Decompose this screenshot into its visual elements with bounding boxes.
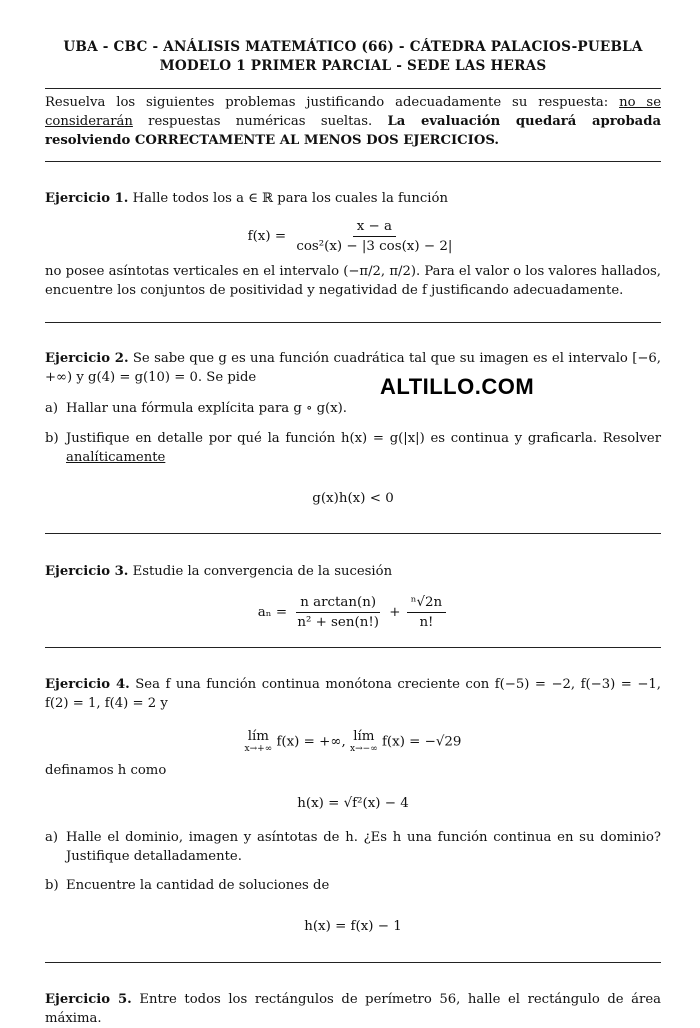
exam-header <box>45 38 661 76</box>
ex1-denominator: cos²(x) − |3 cos(x) − 2| <box>296 239 453 254</box>
ex3-lhs: aₙ = <box>257 605 288 620</box>
watermark: ALTILLO.COM <box>380 374 535 399</box>
ex2-intro-text: Se sabe que g es una función cuadrática tal que su imagen es el intervalo [−6, +∞) y g(4) = g(10) = 0. Se pide <box>45 351 661 385</box>
instructions-bold: La evaluación quedará aprobada resolviendo CORRECTAMENTE AL MENOS DOS EJERCICIOS. <box>45 114 661 148</box>
ex4-define: definamos h como <box>45 763 167 778</box>
ex4-lim2-op: lím <box>353 729 375 744</box>
divider <box>45 88 661 89</box>
ex4-intro-text: Sea f una función continua monótona creciente con f(−5) = −2, f(−3) = −1, f(2) = 1, f(4) = 2 y <box>45 677 661 711</box>
ex2-intro <box>45 349 661 387</box>
ex2-a-text: Hallar una fórmula explícita para g ∘ g(x). <box>66 401 347 416</box>
divider <box>45 962 661 963</box>
ex5 <box>45 990 661 1028</box>
instructions <box>45 93 661 150</box>
ex1-formula <box>45 218 661 255</box>
ex3-fraction-1 <box>293 594 383 631</box>
ex4-b-label: b) <box>45 878 59 893</box>
ex3-numerator-1: n arctan(n) <box>296 594 380 613</box>
ex3-formula <box>45 594 661 631</box>
ex4-lim1-rest: f(x) = +∞, <box>276 734 346 750</box>
ex2-title: Ejercicio 2. <box>45 351 129 366</box>
ex5-text: Entre todos los rectángulos de perímetro 56, halle el rectángulo de área máxima. <box>45 992 661 1026</box>
ex3-title: Ejercicio 3. <box>45 564 129 579</box>
ex4-item-a <box>45 828 661 866</box>
ex4-a-label: a) <box>45 830 59 845</box>
divider <box>45 647 661 648</box>
ex4-lim2-rest: f(x) = −√29 <box>381 734 462 750</box>
ex4-a-text: Halle el dominio, imagen y asíntotas de h. ¿Es h una función continua en su dominio? Justifique detalladamente. <box>66 830 661 864</box>
ex1-intro-text: Halle todos los a ∈ ℝ para los cuales la función <box>132 191 448 206</box>
ex3-intro <box>45 562 661 581</box>
ex2-inequality: g(x)h(x) < 0 <box>312 491 394 506</box>
ex2-item-a <box>45 399 661 418</box>
ex5-title: Ejercicio 5. <box>45 992 132 1007</box>
ex3-denominator-2: n! <box>419 615 434 630</box>
ex3-intro-text: Estudie la convergencia de la sucesión <box>132 564 393 579</box>
divider <box>45 322 661 323</box>
ex4-h-formula: h(x) = √f²(x) − 4 <box>297 796 409 811</box>
ex3-denominator-1: n² + sen(n!) <box>297 615 379 630</box>
ex1-formula-lhs: f(x) = <box>247 229 287 244</box>
ex4-lim2-sub: x→−∞ <box>350 744 378 754</box>
divider <box>45 161 661 162</box>
ex1-fraction <box>292 218 456 255</box>
ex1-intro <box>45 189 661 208</box>
ex3-fraction-2 <box>407 594 446 631</box>
ex4-equation: h(x) = f(x) − 1 <box>304 919 402 934</box>
ex1-body: no posee asíntotas verticales en el intervalo (−π/2, π/2). Para el valor o los valores hallados, encuentre los conjuntos de positividad y negatividad de f justificando adecuadamente. <box>45 264 661 298</box>
ex4-item-b <box>45 876 661 895</box>
ex3-numerator-2: ⁿ√2n <box>407 594 446 613</box>
header-line-2: MODELO 1 PRIMER PARCIAL - SEDE LAS HERAS <box>159 58 547 74</box>
ex3-plus: + <box>389 605 401 620</box>
ex2-b-underlined: analíticamente <box>66 450 166 465</box>
ex1-title: Ejercicio 1. <box>45 191 129 206</box>
instructions-underlined: no se considerarán <box>45 95 661 129</box>
ex2-a-label: a) <box>45 401 59 416</box>
divider <box>45 533 661 534</box>
ex4-limit-1 <box>245 730 273 754</box>
ex2-item-b <box>45 429 661 467</box>
ex4-intro <box>45 675 661 713</box>
header-line-1: UBA - CBC - ANÁLISIS MATEMÁTICO (66) - CÁTEDRA PALACIOS-PUEBLA <box>63 39 643 55</box>
ex4-title: Ejercicio 4. <box>45 677 130 692</box>
ex4-lim1-op: lím <box>247 729 269 744</box>
instructions-text: Resuelva los siguientes problemas justificando adecuadamente su respuesta: <box>45 95 620 110</box>
ex2-b-label: b) <box>45 431 59 446</box>
ex2-b-text: Justifique en detalle por qué la función h(x) = g(|x|) es continua y graficarla. Resolver <box>66 431 661 446</box>
ex1-numerator: x − a <box>353 218 396 237</box>
ex4-limits <box>45 730 661 754</box>
ex4-limit-2 <box>350 730 378 754</box>
instructions-text-2: respuestas numéricas sueltas. <box>132 114 388 129</box>
ex4-lim1-sub: x→+∞ <box>244 744 273 754</box>
ex4-b-text: Encuentre la cantidad de soluciones de <box>66 878 330 893</box>
